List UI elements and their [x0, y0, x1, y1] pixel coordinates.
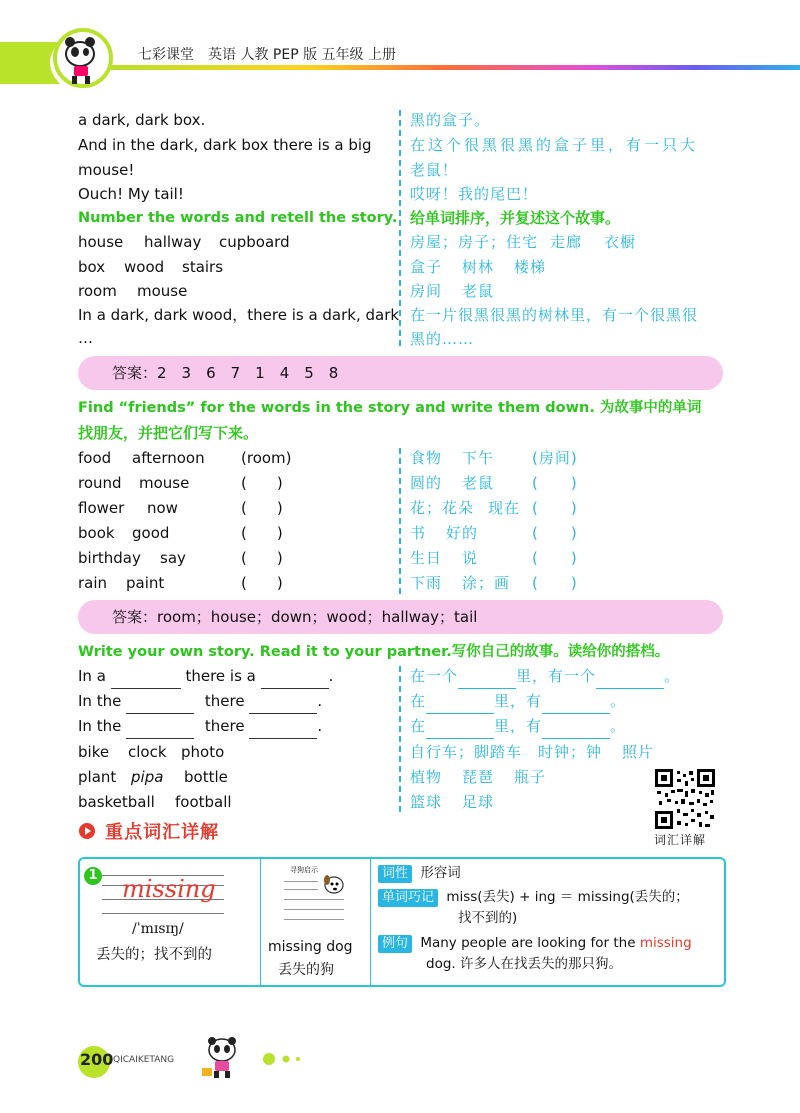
qr-code-icon[interactable]	[655, 769, 715, 829]
word-cn: 时钟；钟	[538, 743, 603, 761]
blank[interactable]	[261, 664, 329, 689]
story-line: …	[78, 329, 93, 347]
story-line-cn: 黑的……	[410, 330, 475, 348]
story-line-cn: 哎呀！我的尾巴！	[410, 185, 539, 203]
section-heading	[78, 640, 669, 664]
blank[interactable]	[126, 714, 194, 739]
paren-cn: ( )	[532, 574, 578, 592]
vocab-card	[78, 857, 726, 987]
memo-line-2: 找不到的)	[458, 910, 518, 926]
story-line: Ouch! My tail!	[78, 185, 184, 203]
story-line: In a dark, dark wood，there is a dark, dark	[78, 306, 400, 324]
word-cn: 走廊	[550, 233, 583, 251]
column-divider	[399, 448, 401, 594]
word: say	[160, 549, 186, 567]
word-cn: 生日	[410, 549, 443, 567]
word-cn: 盒子	[410, 258, 443, 276]
word-row	[78, 521, 398, 545]
word-cn: 房屋；房子；住宅	[410, 233, 539, 251]
word-cn: 琵琶	[462, 768, 495, 786]
word-cn: 篮球	[410, 793, 443, 811]
paren: ( )	[241, 474, 283, 492]
missing-dog-poster	[280, 865, 350, 931]
poster-line	[284, 899, 344, 900]
fill-text-cn: 在一个	[410, 667, 459, 685]
word-row-cn	[410, 740, 654, 764]
vocab-title-text: 重点词汇详解	[105, 822, 220, 843]
word-cn: 植物	[410, 768, 443, 786]
blank[interactable]	[249, 714, 317, 739]
example-highlight: missing	[639, 935, 692, 951]
word-row	[78, 546, 398, 570]
word-row-cn	[410, 496, 578, 520]
paren: (room)	[241, 449, 292, 467]
word-row	[78, 740, 398, 764]
paren: ( )	[241, 499, 283, 517]
qr-caption: 词汇详解	[654, 833, 707, 847]
fill-text: In a	[78, 667, 106, 685]
paren: ( )	[241, 549, 283, 567]
word: flower	[78, 499, 125, 517]
word: afternoon	[132, 449, 205, 467]
word: pipa	[131, 768, 164, 786]
word: now	[147, 499, 178, 517]
story-line-cn: 老鼠！	[410, 161, 459, 179]
word: food	[78, 449, 112, 467]
word-cn: 衣橱	[604, 233, 637, 251]
example-row	[378, 933, 692, 953]
word-row-cn	[410, 446, 578, 470]
section-heading-en: Find “friends” for the words in the story and write them down.	[78, 400, 595, 416]
story-line-cn: 在这个很黑很黑的盒子里，有一只大	[410, 136, 699, 154]
answer-text: 答案：room；house；down；wood；hallway；tail	[112, 608, 478, 626]
fill-text-cn: 。	[610, 717, 627, 735]
dots-decoration	[262, 1052, 312, 1066]
word-cn: 下午	[462, 449, 495, 467]
word-cn: 现在	[488, 499, 521, 517]
word: round	[78, 474, 122, 492]
blank[interactable]	[596, 664, 664, 689]
fill-text-cn: 。	[664, 667, 681, 685]
fill-text: .	[328, 667, 334, 685]
writing-line	[102, 913, 224, 914]
word: box	[78, 258, 106, 276]
word: bike	[78, 743, 110, 761]
word: basketball	[78, 793, 155, 811]
word: cupboard	[219, 233, 290, 251]
word-meaning: 丢失的；找不到的	[96, 947, 212, 963]
fill-line	[78, 689, 398, 714]
word-row	[78, 496, 398, 520]
word-row-cn	[410, 255, 546, 279]
word-row	[78, 471, 398, 495]
word: photo	[181, 743, 225, 761]
word: birthday	[78, 549, 141, 567]
word: clock	[128, 743, 167, 761]
fill-line	[78, 664, 398, 689]
word-row-cn	[410, 279, 494, 303]
section-heading	[78, 396, 701, 420]
fill-text: there	[204, 717, 245, 735]
word-cn: 老鼠	[462, 474, 495, 492]
section-heading-en: Write your own story. Read it to your partner.	[78, 644, 452, 660]
fill-text: .	[317, 692, 323, 710]
word-row	[78, 765, 398, 789]
memo-tag: 单词巧记	[378, 889, 438, 907]
word-row	[78, 790, 398, 814]
vocab-section-title	[78, 818, 219, 844]
footer-brand: QICAIKETANG	[113, 1055, 175, 1065]
poster-line	[284, 909, 344, 910]
header-banner	[0, 32, 800, 92]
word-row	[78, 446, 398, 470]
word: plant	[78, 768, 117, 786]
phonetic: /ˈmɪsɪŋ/	[132, 921, 184, 937]
word-cn: 树林	[462, 258, 495, 276]
word-row-cn	[410, 471, 578, 495]
word-row-cn	[410, 790, 494, 814]
word-cn: 花；花朵	[410, 499, 475, 517]
word-row	[78, 230, 398, 254]
card-divider	[370, 859, 371, 985]
word-cn: 涂；画	[462, 574, 511, 592]
fill-text-cn: 里，有一个	[516, 667, 597, 685]
answer-box	[78, 356, 723, 390]
word-row-cn	[410, 546, 578, 570]
card-divider	[260, 859, 261, 985]
word: wood	[124, 258, 165, 276]
word: good	[132, 524, 170, 542]
section-heading-cn: 找朋友，并把它们写下来。	[78, 424, 259, 442]
story-line: a dark, dark box.	[78, 111, 206, 129]
section-heading: Number the words and retell the story.	[78, 210, 398, 226]
word-cn: 照片	[622, 743, 655, 761]
fill-text: .	[317, 717, 323, 735]
fill-line-cn	[410, 689, 626, 714]
story-line-cn: 黑的盒子。	[410, 111, 491, 129]
story-line: And in the dark, dark box there is a big	[78, 136, 372, 154]
panda-mascot-icon	[48, 28, 118, 92]
poster-cn: 丢失的狗	[278, 962, 334, 978]
vocab-word: missing	[122, 875, 216, 903]
paren-cn: (房间)	[532, 449, 578, 467]
word-row-cn	[410, 521, 578, 545]
word-cn: 书	[410, 524, 427, 542]
word-number-badge: 1	[84, 867, 102, 885]
section-heading-cn: 写你自己的故事。读给你的搭档。	[451, 644, 670, 660]
word: book	[78, 524, 115, 542]
fill-text: In the	[78, 717, 122, 735]
word-cn: 好的	[446, 524, 479, 542]
paren-cn: ( )	[532, 549, 578, 567]
word-cn: 瓶子	[514, 768, 547, 786]
word-row-cn	[410, 230, 636, 254]
fill-text-cn: 里，有	[494, 717, 543, 735]
word: mouse	[137, 282, 188, 300]
column-divider	[399, 666, 401, 812]
blank[interactable]	[126, 689, 194, 714]
word-row	[78, 255, 398, 279]
fill-text-cn: 。	[610, 692, 627, 710]
answer-box	[78, 600, 723, 634]
word: hallway	[144, 233, 202, 251]
fill-text: there is a	[185, 667, 256, 685]
poster-line	[284, 881, 318, 882]
paren-cn: ( )	[532, 524, 578, 542]
poster-line	[284, 889, 318, 890]
fill-text-cn: 在	[410, 692, 427, 710]
word: mouse	[139, 474, 190, 492]
blank[interactable]	[249, 689, 317, 714]
play-arrow-icon	[78, 822, 96, 840]
memo-row	[378, 887, 689, 907]
word: house	[78, 233, 124, 251]
story-line-cn: 在一片很黑很黑的树林里，有一个很黑很	[410, 306, 699, 324]
word: room	[78, 282, 117, 300]
word: rain	[78, 574, 108, 592]
paren-cn: ( )	[532, 474, 578, 492]
fill-line	[78, 714, 398, 739]
fill-line-cn	[410, 714, 626, 739]
pos-value: 形容词	[420, 865, 461, 881]
blank[interactable]	[542, 714, 610, 739]
paren: ( )	[241, 574, 283, 592]
word-row-cn	[410, 571, 578, 595]
word: stairs	[182, 258, 224, 276]
word-cn: 圆的	[410, 474, 443, 492]
panda-footer-icon	[200, 1034, 242, 1080]
poster-line	[284, 919, 344, 920]
word-cn: 自行车；脚踏车	[410, 743, 523, 761]
answer-text: 答案：2 3 6 7 1 4 5 8	[112, 364, 339, 382]
word: football	[175, 793, 232, 811]
word: bottle	[184, 768, 228, 786]
paren: ( )	[241, 524, 283, 542]
word-cn: 食物	[410, 449, 443, 467]
word-cn: 说	[462, 549, 479, 567]
fill-line-cn	[410, 664, 680, 689]
fill-text: In the	[78, 692, 122, 710]
word-row	[78, 571, 398, 595]
paren-cn: ( )	[532, 499, 578, 517]
word-cn: 楼梯	[514, 258, 547, 276]
fill-text-cn: 在	[410, 717, 427, 735]
section-heading-cn: 给单词排序，并复述这个故事。	[410, 209, 621, 227]
section-heading-cn: 为故事中的单词	[599, 400, 702, 416]
fill-text: there	[204, 692, 245, 710]
word: paint	[126, 574, 165, 592]
memo-line: miss(丢失) + ing ＝ missing(丢失的；	[446, 889, 689, 905]
poster-en: missing dog	[268, 939, 353, 955]
column-divider	[399, 110, 401, 346]
poster-title: 寻狗启示	[290, 866, 318, 874]
page-number: 200	[80, 1050, 114, 1069]
word-row-cn	[410, 765, 546, 789]
word-cn: 老鼠	[462, 282, 495, 300]
fill-text-cn: 里，有	[494, 692, 543, 710]
pos-row	[378, 863, 461, 883]
story-line: mouse!	[78, 161, 135, 179]
word-row	[78, 279, 398, 303]
word-cn: 足球	[462, 793, 495, 811]
blank[interactable]	[542, 689, 610, 714]
blank[interactable]	[426, 714, 494, 739]
blank[interactable]	[458, 664, 516, 689]
pos-tag: 词性	[378, 865, 412, 883]
word-cn: 房间	[410, 282, 443, 300]
dog-icon	[322, 873, 346, 895]
word-cn: 下雨	[410, 574, 443, 592]
example-tag: 例句	[378, 935, 412, 953]
header-title: 七彩课堂 英语 人教 PEP 版 五年级 上册	[138, 47, 396, 63]
blank[interactable]	[111, 664, 181, 689]
blank[interactable]	[426, 689, 494, 714]
example-pre: Many people are looking for the	[420, 935, 640, 951]
example-line-2: dog. 许多人在找丢失的那只狗。	[426, 956, 622, 972]
